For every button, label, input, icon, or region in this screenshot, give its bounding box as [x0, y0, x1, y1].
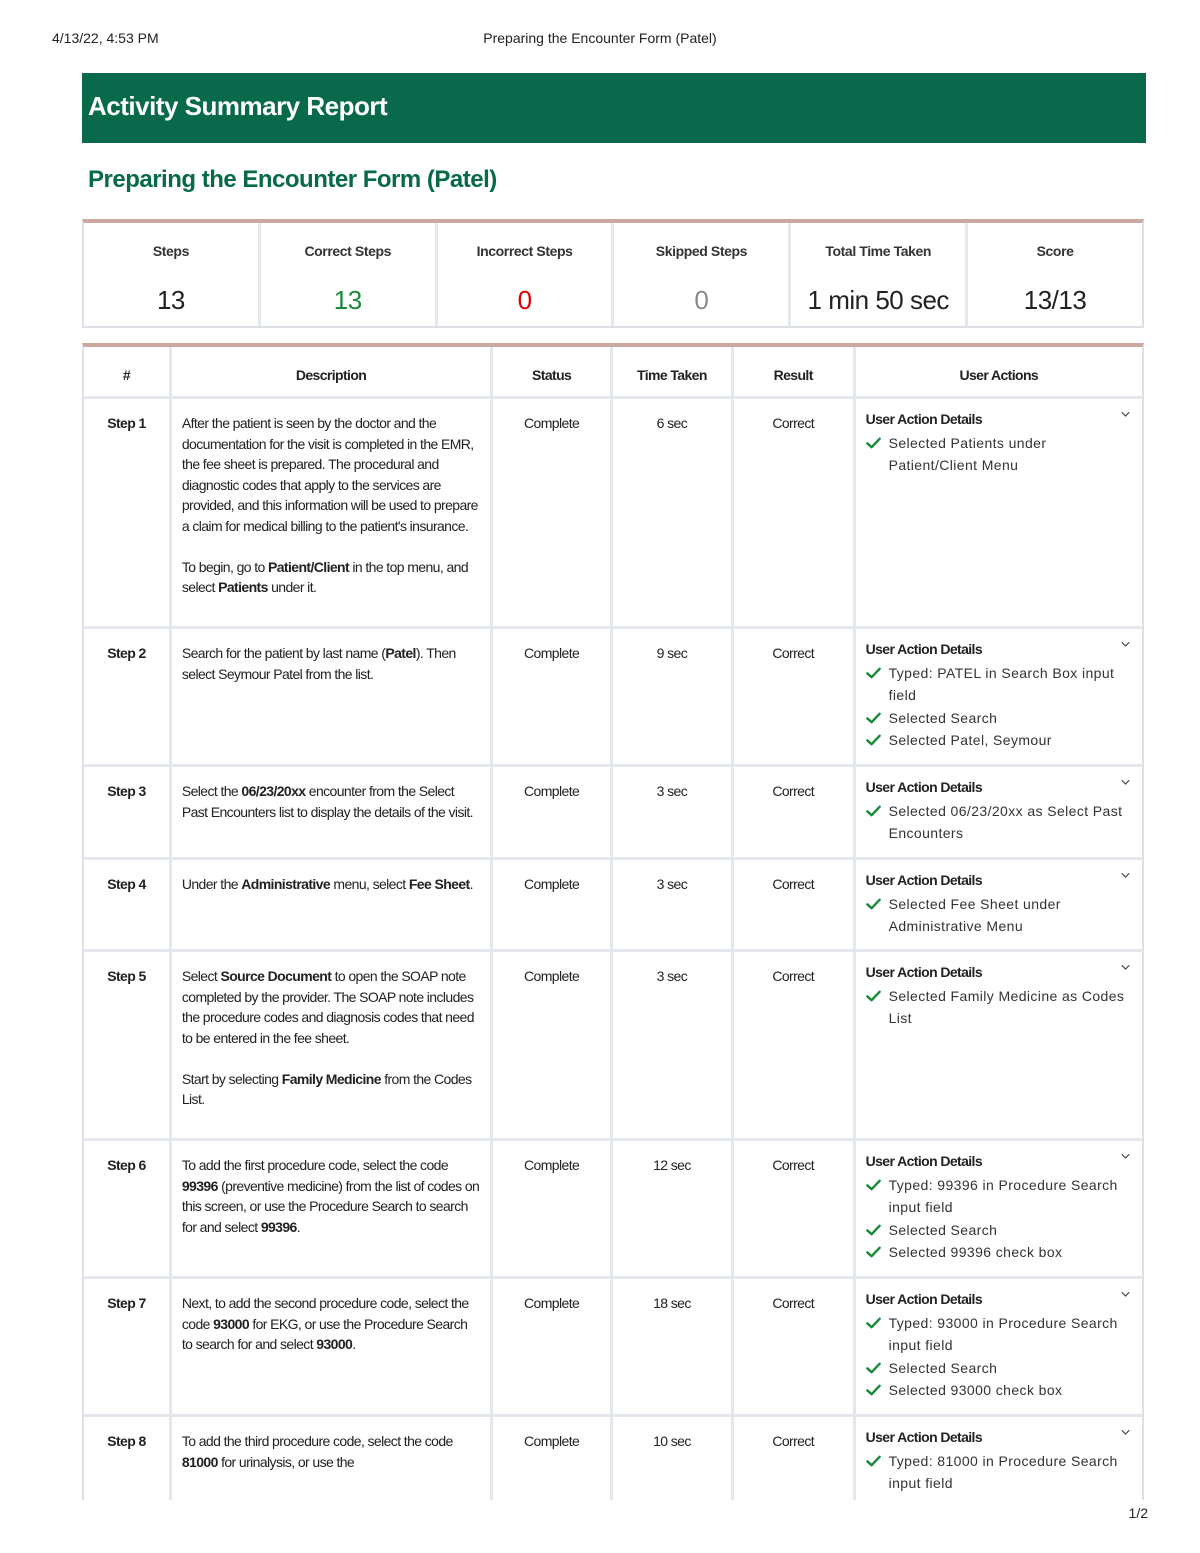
- check-icon: [866, 437, 881, 449]
- step-status: Complete: [493, 952, 613, 1138]
- user-action-list: [866, 662, 1132, 752]
- step-description: [172, 860, 493, 949]
- table-row: [84, 1417, 1142, 1500]
- step-result: Correct: [734, 1417, 856, 1500]
- table-row: [84, 860, 1142, 952]
- check-icon: [866, 667, 881, 679]
- table-row: [84, 952, 1142, 1141]
- user-action-item: [866, 662, 1132, 707]
- description-text: under it.: [267, 579, 317, 595]
- step-description: [172, 1417, 493, 1500]
- step-time: 6 sec: [613, 399, 734, 626]
- table-row: [84, 629, 1142, 767]
- step-description: [172, 952, 493, 1138]
- description-paragraph: [182, 1069, 480, 1110]
- user-action-text: Typed: 81000 in Procedure Search input field: [888, 1452, 1118, 1491]
- user-action-item: [866, 985, 1132, 1030]
- stat-steps: [84, 223, 261, 326]
- user-action-details-label: User Action Details: [865, 964, 983, 980]
- description-emphasis: Source Document: [220, 968, 332, 984]
- stat-label: Steps: [152, 243, 189, 259]
- description-text: in the top menu, and select: [181, 558, 468, 595]
- step-number: Step 5: [84, 952, 172, 1138]
- description-text: for EKG, or use the Procedure Search to search for and select: [181, 1315, 468, 1352]
- step-time: 9 sec: [613, 629, 734, 764]
- column-header: #: [84, 347, 172, 396]
- stat-incorrect-steps: [438, 223, 615, 326]
- step-number: Step 7: [84, 1279, 172, 1414]
- user-action-details-toggle[interactable]: [866, 1151, 1132, 1172]
- description-emphasis: Fee Sheet: [408, 876, 470, 892]
- user-action-details-label: User Action Details: [865, 641, 983, 657]
- step-description: [172, 1141, 493, 1276]
- user-action-text: Selected 06/23/20xx as Select Past Encounters: [888, 802, 1123, 841]
- step-time: 3 sec: [613, 767, 734, 857]
- stat-total-time: [791, 223, 968, 326]
- table-body: [84, 399, 1142, 1500]
- stat-label: Incorrect Steps: [476, 243, 573, 259]
- step-description: [172, 399, 493, 626]
- description-text: To begin, go to: [181, 558, 268, 575]
- user-action-text: Selected Patients under Patient/Client Menu: [888, 434, 1047, 473]
- user-action-details-label: User Action Details: [865, 1291, 983, 1307]
- description-text: ). Then select Seymour Patel from the list.: [181, 645, 456, 682]
- table-row: [84, 1279, 1142, 1417]
- column-header: Description: [172, 347, 493, 396]
- stat-skipped-steps: [614, 223, 791, 326]
- user-action-text: Typed: 99396 in Procedure Search input field: [888, 1176, 1118, 1215]
- column-header: Result: [734, 347, 856, 396]
- stat-value: 13: [156, 285, 185, 315]
- description-paragraph: [182, 1155, 480, 1237]
- page-number: 1/2: [1128, 1505, 1148, 1521]
- description-emphasis: Patient/Client: [268, 558, 350, 575]
- step-time: 18 sec: [613, 1279, 734, 1414]
- description-paragraph: [182, 413, 480, 536]
- user-action-details-toggle[interactable]: [866, 409, 1132, 430]
- report-title: Activity Summary Report: [88, 91, 388, 121]
- user-actions: [856, 399, 1142, 626]
- stat-value: 0: [694, 285, 709, 315]
- user-action-text: Typed: PATEL in Search Box input field: [888, 664, 1115, 703]
- description-text: Select: [181, 968, 221, 984]
- user-actions: [856, 1141, 1142, 1276]
- step-number: Step 8: [84, 1417, 172, 1500]
- description-text: .: [469, 876, 473, 892]
- chevron-down-icon[interactable]: [1121, 963, 1130, 972]
- user-action-item: [866, 893, 1132, 938]
- report-banner: [82, 73, 1146, 143]
- step-number: Step 3: [84, 767, 172, 857]
- chevron-down-icon[interactable]: [1121, 410, 1130, 419]
- chevron-down-icon[interactable]: [1121, 1428, 1130, 1437]
- step-number: Step 6: [84, 1141, 172, 1276]
- description-emphasis: 06/23/20xx: [241, 783, 306, 799]
- description-text: (preventive medicine) from the list of codes on this screen, or use the Procedure Search to search for and select: [181, 1177, 480, 1235]
- user-action-list: [866, 985, 1132, 1030]
- user-action-item: [866, 1174, 1132, 1219]
- step-result: Correct: [734, 629, 856, 764]
- print-doc-title: Preparing the Encounter Form (Patel): [483, 30, 717, 46]
- description-text: to open the SOAP note completed by the provider. The SOAP note includes the procedure codes and diagnosis codes that need to be entered in the fee sheet.: [181, 968, 474, 1046]
- user-actions: [856, 1279, 1142, 1414]
- user-action-details-toggle[interactable]: [866, 639, 1132, 660]
- activity-title: Preparing the Encounter Form (Patel): [88, 166, 497, 193]
- step-description: [172, 629, 493, 764]
- user-action-details-label: User Action Details: [865, 411, 983, 427]
- user-actions: [856, 767, 1142, 857]
- user-action-details-toggle[interactable]: [866, 870, 1132, 891]
- description-paragraph: [182, 966, 480, 1048]
- step-status: Complete: [493, 767, 613, 857]
- user-action-item: [866, 1312, 1132, 1357]
- description-text: To add the third procedure code, select the code: [181, 1433, 453, 1449]
- table-row: [84, 399, 1142, 629]
- check-icon: [866, 898, 881, 910]
- user-action-text: Selected Search: [888, 709, 998, 726]
- step-result: Correct: [734, 1141, 856, 1276]
- print-datetime: 4/13/22, 4:53 PM: [52, 30, 159, 46]
- description-text: Next, to add the second procedure code, select the code: [181, 1295, 469, 1332]
- table-header-row: [84, 347, 1142, 399]
- step-time: 10 sec: [613, 1417, 734, 1500]
- column-header: Time Taken: [613, 347, 734, 396]
- user-actions: [856, 1417, 1142, 1500]
- stat-value: 13: [333, 285, 362, 315]
- user-action-details-label: User Action Details: [865, 1153, 983, 1169]
- step-description: [172, 767, 493, 857]
- description-emphasis: Family Medicine: [281, 1070, 381, 1087]
- user-action-details-label: User Action Details: [865, 779, 983, 795]
- step-result: Correct: [734, 399, 856, 626]
- table-row: [84, 1141, 1142, 1279]
- description-text: Select the: [181, 783, 242, 799]
- user-action-details-toggle[interactable]: [866, 1427, 1132, 1448]
- user-action-text: Selected Fee Sheet under Administrative Menu: [888, 895, 1061, 934]
- step-description: [172, 1279, 493, 1414]
- stat-score: [968, 223, 1142, 326]
- user-action-list: [866, 800, 1132, 845]
- user-action-text: Selected Search: [888, 1221, 998, 1238]
- description-text: .: [352, 1336, 356, 1352]
- check-icon: [866, 990, 881, 1002]
- step-number: Step 2: [84, 629, 172, 764]
- step-time: 12 sec: [613, 1141, 734, 1276]
- user-action-item: [866, 1219, 1132, 1242]
- description-emphasis: 93000: [316, 1336, 353, 1352]
- description-text: encounter from the Select Past Encounters list to display the details of the visit.: [181, 783, 473, 820]
- description-paragraph: [182, 557, 480, 598]
- user-actions: [856, 860, 1142, 949]
- user-action-details-toggle[interactable]: [866, 962, 1132, 983]
- user-action-text: Selected 99396 check box: [888, 1244, 1063, 1260]
- user-action-list: [866, 1174, 1132, 1264]
- user-action-text: Typed: 93000 in Procedure Search input field: [888, 1314, 1118, 1353]
- description-text: from the Codes List.: [181, 1070, 472, 1107]
- description-emphasis: Patients: [218, 579, 268, 595]
- user-action-item: [866, 432, 1132, 477]
- step-status: Complete: [493, 1417, 613, 1500]
- column-header: User Actions: [959, 367, 1039, 383]
- user-action-details-label: User Action Details: [865, 872, 983, 888]
- chevron-down-icon[interactable]: [1121, 1152, 1130, 1161]
- description-paragraph: [182, 1293, 480, 1355]
- user-action-list: [866, 893, 1132, 938]
- user-action-item: [866, 1450, 1132, 1495]
- stat-value: 13/13: [1023, 285, 1087, 315]
- print-header: [52, 30, 1148, 50]
- stats-summary: [82, 219, 1144, 328]
- stat-label: Score: [1036, 243, 1074, 259]
- user-action-text: Selected Family Medicine as Codes List: [888, 987, 1125, 1026]
- chevron-down-icon[interactable]: [1121, 778, 1130, 787]
- description-text: After the patient is seen by the doctor and the documentation for the visit is completed in the EMR, the fee sheet is prepared. The procedural and diagnostic codes that apply to the services are provided, and this information will be used to prepare a claim for medical billing to the patient's insurance.: [181, 415, 478, 534]
- user-action-item: [866, 800, 1132, 845]
- description-text: Under the: [181, 876, 242, 892]
- description-emphasis: 99396: [181, 1177, 218, 1194]
- step-number: Step 4: [84, 860, 172, 949]
- step-status: Complete: [493, 629, 613, 764]
- user-action-text: Selected Patel, Seymour: [888, 732, 1052, 748]
- check-icon: [866, 1384, 881, 1396]
- step-result: Correct: [734, 767, 856, 857]
- user-action-item: [866, 1379, 1132, 1402]
- user-action-item: [866, 1357, 1132, 1380]
- check-icon: [866, 734, 881, 746]
- description-paragraph: [182, 1431, 480, 1472]
- step-status: Complete: [493, 860, 613, 949]
- description-paragraph: [182, 781, 480, 822]
- user-action-list: [866, 432, 1132, 477]
- column-header: Status: [493, 347, 613, 396]
- check-icon: [866, 1362, 881, 1374]
- description-emphasis: 81000: [181, 1453, 218, 1470]
- step-result: Correct: [734, 1279, 856, 1414]
- chevron-down-icon[interactable]: [1121, 871, 1130, 880]
- stat-value: 0: [517, 285, 532, 315]
- step-time: 3 sec: [613, 860, 734, 949]
- user-action-item: [866, 729, 1132, 752]
- user-action-list: [866, 1450, 1132, 1495]
- description-text: Search for the patient by last name (: [181, 645, 386, 661]
- step-result: Correct: [734, 952, 856, 1138]
- user-action-item: [866, 707, 1132, 730]
- description-text: for urinalysis, or use the: [217, 1453, 355, 1470]
- step-number: Step 1: [84, 399, 172, 626]
- description-emphasis: Patel: [385, 645, 416, 661]
- description-paragraph: [182, 643, 480, 684]
- stat-correct-steps: [261, 223, 438, 326]
- user-actions: [856, 629, 1142, 764]
- user-action-details-label: User Action Details: [865, 1429, 983, 1445]
- description-text: To add the first procedure code, select the code: [181, 1157, 449, 1173]
- step-status: Complete: [493, 399, 613, 626]
- stat-label: Correct Steps: [304, 243, 392, 259]
- user-action-details-toggle[interactable]: [866, 777, 1132, 798]
- chevron-down-icon[interactable]: [1121, 640, 1130, 649]
- description-text: menu, select: [330, 876, 409, 892]
- stat-value: 1 min 50 sec: [807, 285, 949, 315]
- stat-label: Total Time Taken: [825, 243, 932, 259]
- steps-table: [82, 343, 1144, 1500]
- description-emphasis: 99396: [260, 1218, 297, 1235]
- user-action-text: Selected 93000 check box: [888, 1382, 1063, 1398]
- check-icon: [866, 805, 881, 817]
- description-text: Start by selecting: [181, 1070, 282, 1087]
- step-status: Complete: [493, 1141, 613, 1276]
- check-icon: [866, 1317, 881, 1329]
- step-result: Correct: [734, 860, 856, 949]
- check-icon: [866, 1224, 881, 1236]
- user-action-list: [866, 1312, 1132, 1402]
- user-action-item: [866, 1241, 1132, 1264]
- user-action-text: Selected Search: [888, 1359, 998, 1376]
- description-text: .: [296, 1218, 301, 1235]
- check-icon: [866, 1179, 881, 1191]
- user-action-details-toggle[interactable]: [866, 1289, 1132, 1310]
- description-emphasis: Administrative: [241, 876, 331, 892]
- table-row: [84, 767, 1142, 860]
- description-paragraph: [182, 874, 480, 895]
- stat-label: Skipped Steps: [655, 243, 748, 259]
- check-icon: [866, 1455, 881, 1467]
- check-icon: [866, 1246, 881, 1258]
- chevron-down-icon[interactable]: [1121, 1290, 1130, 1299]
- description-emphasis: 93000: [213, 1315, 250, 1332]
- user-actions: [856, 952, 1142, 1138]
- step-time: 3 sec: [613, 952, 734, 1138]
- step-status: Complete: [493, 1279, 613, 1414]
- check-icon: [866, 712, 881, 724]
